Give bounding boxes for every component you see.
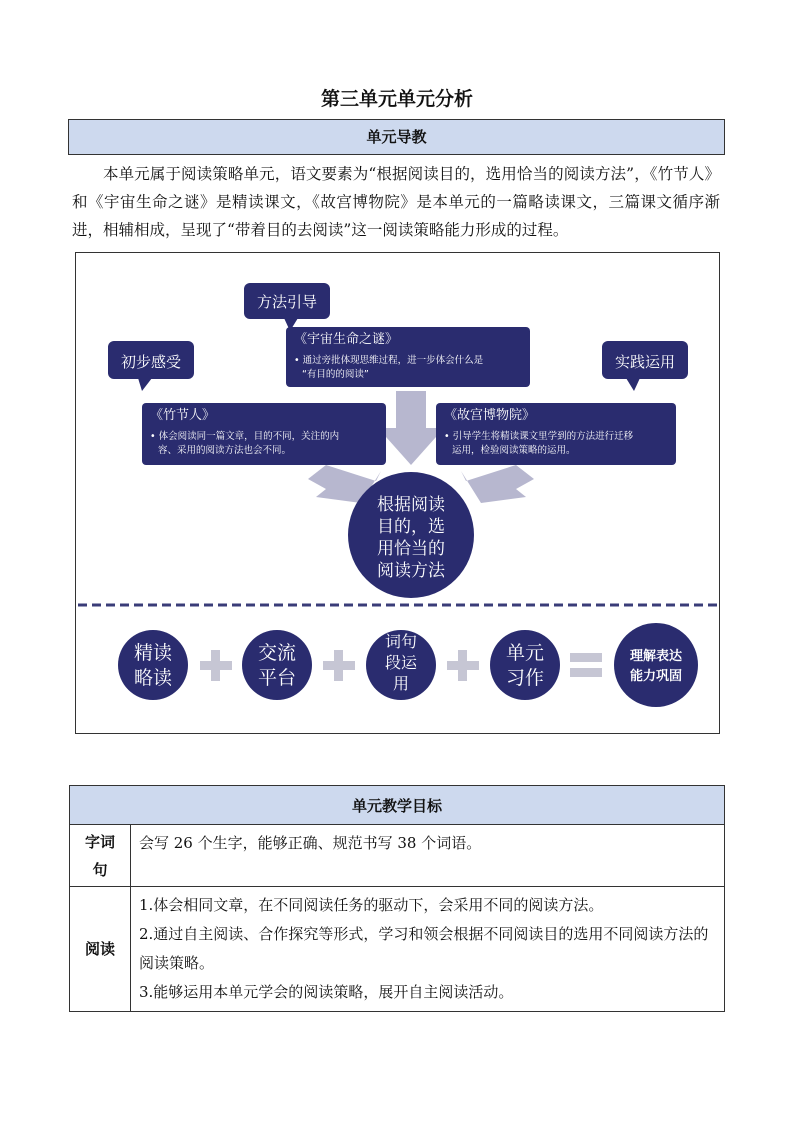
eq3-line1: 词句 (384, 632, 418, 651)
eq3-line2: 段运 (384, 653, 418, 672)
equals-icon (570, 653, 602, 677)
box-left-title: 《竹节人》 (150, 408, 216, 423)
eq-circle-exchange-platform (242, 630, 312, 700)
row-label-reading: 阅读 (70, 887, 131, 1012)
section-header-guide: 单元导教 (68, 119, 725, 155)
arrow-right-icon (461, 465, 534, 503)
callout-right-label: 实践运用 (614, 353, 676, 371)
center-line4: 阅读方法 (377, 561, 445, 581)
plus-icon (447, 650, 479, 681)
goals-table-header: 单元教学目标 (70, 786, 725, 825)
box-right-title: 《故宫博物院》 (444, 408, 536, 423)
row-content-reading (131, 887, 725, 1012)
eq1-line2: 略读 (133, 667, 173, 689)
goal-item: 会写 26 个生字，能够正确、规范书写 38 个词语。 (139, 834, 482, 852)
row-label-words (70, 825, 131, 887)
goals-table (69, 785, 725, 1012)
box-left-line1: • 体会阅读同一篇文章，目的不同，关注的内 (150, 431, 340, 442)
callout-method-guide (244, 283, 330, 331)
center-line1: 根据阅读 (377, 495, 445, 515)
eq4-line2: 习作 (505, 667, 545, 689)
goal-item: 1.体会相同文章，在不同阅读任务的驱动下，会采用不同的阅读方法。 (139, 896, 604, 914)
page-title: 第三单元单元分析 (320, 88, 473, 110)
box-middle-title: 《宇宙生命之谜》 (294, 332, 399, 347)
eq2-line2: 平台 (257, 667, 297, 689)
box-middle-line1: • 通过旁批体现思维过程，进一步体会什么是 (294, 355, 484, 366)
eq3-line3: 用 (392, 674, 410, 693)
callout-middle-label: 方法引导 (256, 293, 318, 311)
callout-left-label: 初步感受 (120, 353, 182, 371)
eq1-line1: 精读 (133, 642, 173, 664)
table-row (70, 887, 725, 1012)
box-zhujieren (142, 403, 386, 465)
eq-circle-intensive-reading (118, 630, 188, 700)
box-right-line2: 运用，检验阅读策略的运用。 (452, 445, 576, 456)
plus-icon (200, 650, 232, 681)
eq4-line1: 单元 (505, 642, 545, 664)
box-universe-mystery (286, 327, 530, 387)
table-row (70, 825, 725, 887)
box-palace-museum (436, 403, 676, 465)
eq-circle-result (614, 623, 698, 707)
callout-initial-feel (108, 341, 194, 391)
center-line2: 目的，选 (377, 517, 445, 537)
row-content-words (131, 825, 725, 887)
eq2-line1: 交流 (257, 642, 297, 664)
row-label-line2: 句 (92, 860, 108, 879)
callout-practice (602, 341, 688, 391)
eq5-line2: 能力巩固 (629, 669, 683, 684)
row-label-line1: 字词 (84, 832, 115, 851)
goal-item: 2.通过自主阅读、合作探究等形式，学习和领会根据不同阅读目的选用不同阅读方法的阅读策略。 (139, 925, 709, 972)
intro-paragraph: 本单元属于阅读策略单元，语文要素为“根据阅读目的，选用恰当的阅读方法”，《竹节人》和《宇宙生命之谜》是精读课文，《故宫博物院》是本单元的一篇略读课文，三篇课文循序渐进，相辅相成，呈现了“带着目的去阅读”这一阅读策略能力形成的过程。 (72, 165, 720, 239)
center-line3: 用恰当的 (377, 539, 445, 559)
goal-item: 3.能够运用本单元学会的阅读策略，展开自主阅读活动。 (139, 983, 514, 1001)
reading-strategy-diagram (75, 252, 720, 734)
eq5-line1: 理解表达 (629, 649, 683, 664)
box-right-line1: • 引导学生将精读课文里学到的方法进行迁移 (444, 431, 634, 442)
center-goal-circle (348, 472, 474, 598)
arrow-down-icon (378, 391, 444, 465)
box-middle-line2: “有目的的阅读” (302, 369, 369, 380)
eq-circle-unit-writing (490, 630, 560, 700)
eq-circle-word-usage (366, 630, 436, 700)
plus-icon (323, 650, 355, 681)
box-left-line2: 容、采用的阅读方法也会不同。 (158, 445, 292, 456)
